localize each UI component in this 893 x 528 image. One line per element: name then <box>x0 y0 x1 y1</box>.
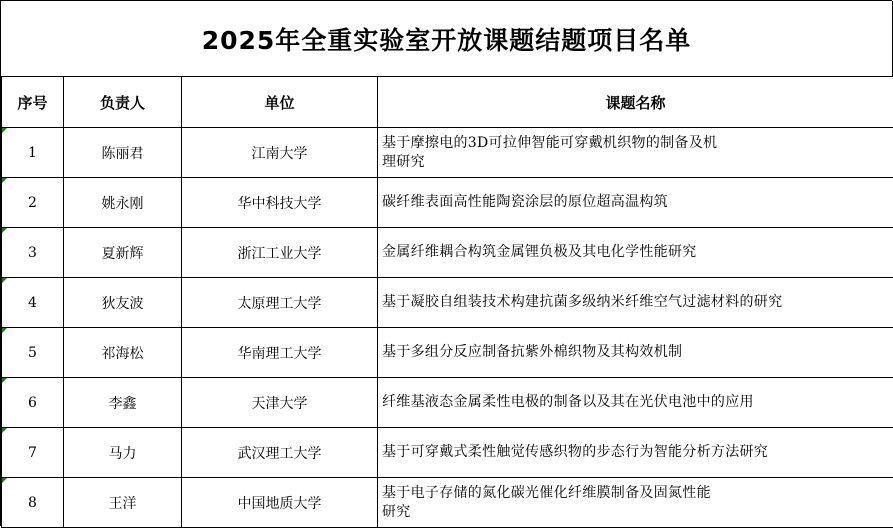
topic-line: 纤维基液态金属柔性电极的制备以及其在光伏电池中的应用 <box>382 393 893 412</box>
cell-no[interactable]: 6 <box>2 378 64 428</box>
cell-unit[interactable]: 华中科技大学 <box>182 178 378 228</box>
cell-topic[interactable] <box>378 478 893 528</box>
header-row <box>2 77 893 128</box>
cell-comment-marker <box>2 128 7 133</box>
cell-unit[interactable]: 天津大学 <box>182 378 378 428</box>
cell-topic[interactable] <box>378 378 893 428</box>
cell-comment-marker <box>2 478 7 483</box>
cell-unit[interactable]: 太原理工大学 <box>182 278 378 328</box>
header-no: 序号 <box>2 77 64 128</box>
cell-topic[interactable] <box>378 178 893 228</box>
cell-comment-marker <box>2 378 7 383</box>
topic-line: 研究 <box>382 503 893 522</box>
header-unit: 单位 <box>182 77 378 128</box>
topic-line: 理研究 <box>382 153 893 172</box>
cell-no[interactable]: 5 <box>2 328 64 378</box>
topic-line: 基于凝胶自组装技术构建抗菌多级纳米纤维空气过滤材料的研究 <box>382 293 893 312</box>
cell-comment-marker <box>2 428 7 433</box>
table-row <box>2 328 893 378</box>
topic-line: 金属纤维耦合构筑金属锂负极及其电化学性能研究 <box>382 243 893 262</box>
cell-topic[interactable] <box>378 278 893 328</box>
cell-comment-marker <box>2 228 7 233</box>
table-row <box>2 428 893 478</box>
cell-leader[interactable]: 李鑫 <box>64 378 182 428</box>
cell-no[interactable]: 8 <box>2 478 64 528</box>
cell-leader[interactable]: 狄友波 <box>64 278 182 328</box>
cell-no[interactable]: 3 <box>2 228 64 278</box>
cell-leader[interactable]: 王洋 <box>64 478 182 528</box>
table-row <box>2 128 893 178</box>
cell-comment-marker <box>2 178 7 183</box>
cell-leader[interactable]: 祁海松 <box>64 328 182 378</box>
cell-unit[interactable]: 江南大学 <box>182 128 378 178</box>
header-topic: 课题名称 <box>378 77 893 128</box>
cell-no[interactable]: 7 <box>2 428 64 478</box>
topic-line: 基于多组分反应制备抗紫外棉织物及其构效机制 <box>382 343 893 362</box>
header-leader: 负责人 <box>64 77 182 128</box>
cell-leader[interactable]: 马力 <box>64 428 182 478</box>
page-title: 2025年全重实验室开放课题结题项目名单 <box>1 1 893 76</box>
table-row <box>2 378 893 428</box>
cell-no[interactable]: 4 <box>2 278 64 328</box>
table-row <box>2 478 893 528</box>
topic-line: 基于摩擦电的3D可拉伸智能可穿戴机织物的制备及机 <box>382 134 893 153</box>
cell-unit[interactable]: 华南理工大学 <box>182 328 378 378</box>
cell-unit[interactable]: 武汉理工大学 <box>182 428 378 478</box>
cell-leader[interactable]: 姚永刚 <box>64 178 182 228</box>
project-table <box>1 76 893 528</box>
topic-line: 基于可穿戴式柔性触觉传感织物的步态行为智能分析方法研究 <box>382 443 893 462</box>
cell-comment-marker <box>2 328 7 333</box>
cell-comment-marker <box>2 278 7 283</box>
cell-topic[interactable] <box>378 228 893 278</box>
cell-no[interactable]: 2 <box>2 178 64 228</box>
table-row <box>2 228 893 278</box>
table-row <box>2 178 893 228</box>
cell-leader[interactable]: 夏新辉 <box>64 228 182 278</box>
cell-topic[interactable] <box>378 328 893 378</box>
cell-unit[interactable]: 浙江工业大学 <box>182 228 378 278</box>
cell-unit[interactable]: 中国地质大学 <box>182 478 378 528</box>
cell-topic[interactable] <box>378 128 893 178</box>
cell-no[interactable]: 1 <box>2 128 64 178</box>
topic-line: 基于电子存储的氮化碳光催化纤维膜制备及固氮性能 <box>382 484 893 503</box>
topic-line: 碳纤维表面高性能陶瓷涂层的原位超高温构筑 <box>382 193 893 212</box>
cell-topic[interactable] <box>378 428 893 478</box>
cell-leader[interactable]: 陈丽君 <box>64 128 182 178</box>
table-body <box>2 128 893 528</box>
table-row <box>2 278 893 328</box>
